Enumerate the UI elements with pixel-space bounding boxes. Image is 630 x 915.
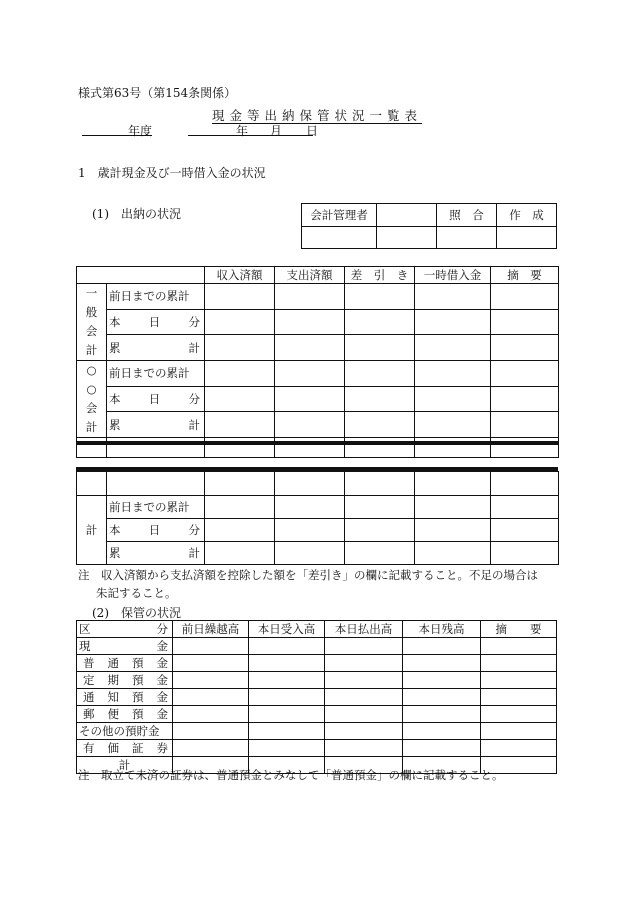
- cell[interactable]: [491, 412, 559, 438]
- col-carryover: 前日繰越高: [173, 621, 249, 638]
- cell[interactable]: [491, 472, 559, 496]
- cell[interactable]: [345, 496, 415, 519]
- cell[interactable]: [325, 723, 403, 740]
- sub2-title: (2) 保管の状況: [92, 606, 181, 620]
- cell[interactable]: [415, 472, 491, 496]
- cell[interactable]: [481, 723, 557, 740]
- col-balance: 差 引 き: [345, 267, 415, 284]
- cell[interactable]: [173, 706, 249, 723]
- cell[interactable]: [275, 386, 345, 412]
- cell[interactable]: [481, 706, 557, 723]
- cell[interactable]: [403, 740, 481, 757]
- col-expense: 支出済額: [275, 267, 345, 284]
- approval-cell[interactable]: [497, 227, 557, 249]
- cell[interactable]: [403, 655, 481, 672]
- storage-table: [76, 620, 557, 774]
- cell[interactable]: [173, 740, 249, 757]
- col-category: 区 分: [77, 621, 173, 638]
- cell[interactable]: [325, 740, 403, 757]
- approval-manager-stamp[interactable]: [377, 204, 437, 227]
- cell[interactable]: [325, 638, 403, 655]
- cell[interactable]: [173, 638, 249, 655]
- row-prev-label: 前日までの累計: [107, 496, 205, 519]
- sub1-title: (1) 出納の状況: [92, 207, 181, 221]
- cell[interactable]: [403, 638, 481, 655]
- date-month: 月: [270, 124, 283, 138]
- approval-manager: 会計管理者: [302, 204, 377, 227]
- group-other-label: ○ ○ 会 計: [77, 361, 107, 438]
- cell[interactable]: [481, 655, 557, 672]
- cell[interactable]: [249, 655, 325, 672]
- col-remarks: 摘 要: [481, 621, 557, 638]
- approval-cell[interactable]: [302, 227, 377, 249]
- form-number: 様式第63号（第154条関係）: [78, 86, 237, 100]
- cell[interactable]: [415, 361, 491, 387]
- row-prev-label: 前日までの累計: [107, 284, 205, 310]
- cell[interactable]: [415, 335, 491, 361]
- cell[interactable]: [205, 361, 275, 387]
- cell[interactable]: [403, 689, 481, 706]
- cell[interactable]: [491, 386, 559, 412]
- date-day: 日: [306, 124, 319, 138]
- cell[interactable]: [415, 309, 491, 335]
- row-ordinary-deposit-label: 普 通 預 金: [77, 655, 173, 672]
- row-today-label: 本 日 分: [107, 309, 205, 335]
- cell[interactable]: [403, 723, 481, 740]
- cell[interactable]: [415, 542, 491, 565]
- row-cash-label: 現 金: [77, 638, 173, 655]
- cell[interactable]: [403, 672, 481, 689]
- cell[interactable]: [345, 309, 415, 335]
- cell[interactable]: [275, 309, 345, 335]
- approval-cell[interactable]: [437, 227, 497, 249]
- cell[interactable]: [249, 672, 325, 689]
- row-securities-label: 有 価 証 券: [77, 740, 173, 757]
- date-underline: [188, 122, 313, 136]
- cell[interactable]: [275, 284, 345, 310]
- row-cum-label: 累 計: [107, 412, 205, 438]
- approval-check: 照 合: [437, 204, 497, 227]
- cell[interactable]: [345, 284, 415, 310]
- cell[interactable]: [249, 723, 325, 740]
- cell[interactable]: [275, 361, 345, 387]
- cell[interactable]: [275, 335, 345, 361]
- cell[interactable]: [205, 284, 275, 310]
- cell[interactable]: [415, 284, 491, 310]
- cell[interactable]: [345, 386, 415, 412]
- cell[interactable]: [205, 472, 275, 496]
- col-received: 本日受入高: [249, 621, 325, 638]
- cell[interactable]: [345, 412, 415, 438]
- section1-title: 1 歳計現金及び一時借入金の状況: [78, 166, 266, 180]
- row-notice-deposit-label: 通 知 預 金: [77, 689, 173, 706]
- cell[interactable]: [415, 412, 491, 438]
- cell[interactable]: [173, 672, 249, 689]
- header-blank: [77, 267, 205, 284]
- cell[interactable]: [491, 309, 559, 335]
- cell[interactable]: [205, 496, 275, 519]
- cell[interactable]: [275, 472, 345, 496]
- cell[interactable]: [249, 689, 325, 706]
- cell[interactable]: [249, 638, 325, 655]
- cell[interactable]: [325, 689, 403, 706]
- col-remaining: 本日残高: [403, 621, 481, 638]
- cashflow-table-lower: [76, 471, 559, 565]
- cell[interactable]: [491, 542, 559, 565]
- cell[interactable]: [491, 519, 559, 542]
- note-1: [78, 566, 558, 602]
- row-cum-label: 累 計: [107, 335, 205, 361]
- cell[interactable]: [481, 689, 557, 706]
- cell[interactable]: [173, 689, 249, 706]
- col-loan: 一時借入金: [415, 267, 491, 284]
- cell[interactable]: [275, 412, 345, 438]
- cell[interactable]: [481, 672, 557, 689]
- cell[interactable]: [491, 335, 559, 361]
- cell[interactable]: [345, 519, 415, 542]
- document-title: 現金等出納保管状況一覧表: [212, 108, 423, 123]
- approval-cell[interactable]: [377, 227, 437, 249]
- approval-table: [301, 203, 557, 249]
- cell[interactable]: [415, 386, 491, 412]
- total-label: 計: [77, 496, 107, 565]
- row-cum-label: 累 計: [107, 542, 205, 565]
- approval-make: 作 成: [497, 204, 557, 227]
- cell[interactable]: [205, 309, 275, 335]
- row-prev-label: 前日までの累計: [107, 361, 205, 387]
- cell[interactable]: [275, 542, 345, 565]
- note-1-line-1: 注 収入済額から支払済額を控除した額を「差引き」の欄に記載すること。不足の場合は: [78, 568, 538, 582]
- cell[interactable]: [205, 542, 275, 565]
- cell[interactable]: [249, 740, 325, 757]
- cell[interactable]: [325, 706, 403, 723]
- group-general-label: 一 般 会 計: [77, 284, 107, 361]
- year-label: 年度: [128, 124, 153, 138]
- cell[interactable]: [77, 472, 107, 496]
- row-total-label: 計: [77, 757, 173, 774]
- col-remarks: 摘 要: [491, 267, 559, 284]
- cell[interactable]: [107, 472, 205, 496]
- cell[interactable]: [345, 542, 415, 565]
- date-year: 年: [236, 124, 249, 138]
- cell[interactable]: [275, 519, 345, 542]
- cell[interactable]: [481, 740, 557, 757]
- row-other-deposit-label: その他の預貯金: [77, 723, 173, 740]
- col-income: 収入済額: [205, 267, 275, 284]
- cell[interactable]: [345, 472, 415, 496]
- note-2: 注 取立て未済の証券は、普通預金とみなして「普通預金」の欄に記載すること。: [78, 768, 504, 782]
- cell[interactable]: [345, 335, 415, 361]
- cell[interactable]: [415, 519, 491, 542]
- cashflow-table-upper: [76, 266, 559, 458]
- cell[interactable]: [325, 672, 403, 689]
- cell[interactable]: [325, 655, 403, 672]
- break-line-top: [76, 441, 558, 445]
- col-paid: 本日払出高: [325, 621, 403, 638]
- cell[interactable]: [403, 706, 481, 723]
- cell[interactable]: [205, 519, 275, 542]
- cell[interactable]: [275, 496, 345, 519]
- cell[interactable]: [491, 496, 559, 519]
- row-postal-deposit-label: 郵 便 預 金: [77, 706, 173, 723]
- cell[interactable]: [205, 386, 275, 412]
- note-1-line-2: 朱記すること。: [96, 586, 177, 600]
- row-time-deposit-label: 定 期 預 金: [77, 672, 173, 689]
- cell[interactable]: [491, 361, 559, 387]
- row-today-label: 本 日 分: [107, 519, 205, 542]
- cell[interactable]: [415, 496, 491, 519]
- row-today-label: 本 日 分: [107, 386, 205, 412]
- cell[interactable]: [173, 655, 249, 672]
- cell[interactable]: [345, 361, 415, 387]
- cell[interactable]: [249, 706, 325, 723]
- cell[interactable]: [205, 335, 275, 361]
- cell[interactable]: [491, 284, 559, 310]
- cell[interactable]: [481, 638, 557, 655]
- cell[interactable]: [173, 723, 249, 740]
- cell[interactable]: [205, 412, 275, 438]
